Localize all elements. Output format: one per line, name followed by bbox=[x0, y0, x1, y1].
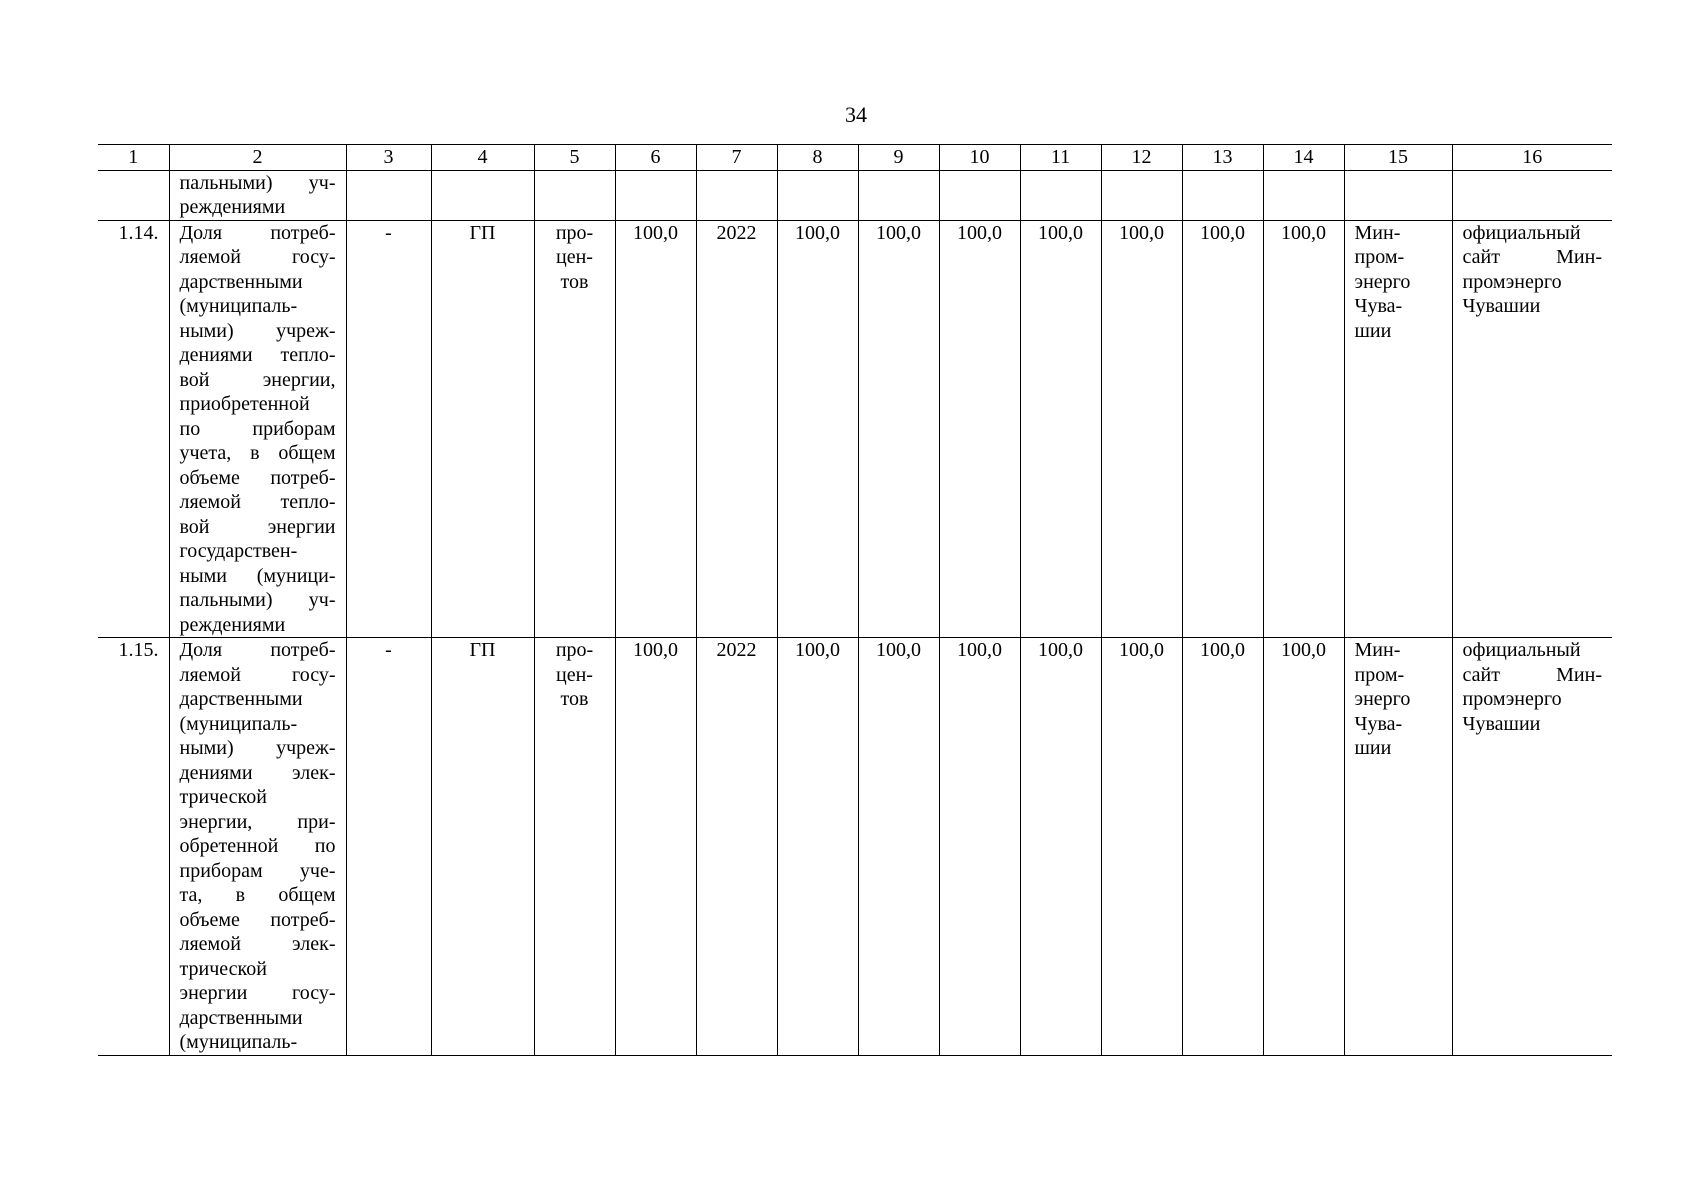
indicator-name-line: Доля потреб- bbox=[179, 221, 336, 244]
col6-value: 100,0 bbox=[615, 638, 696, 1056]
indicator-name-line: ляемой госу- bbox=[179, 246, 336, 268]
header-cell-1: 1 bbox=[98, 145, 169, 171]
indicator-name-line: ляемой тепло- bbox=[179, 491, 336, 513]
col12-value: 100,0 bbox=[1101, 220, 1182, 638]
header-cell-3: 3 bbox=[346, 145, 431, 171]
col14-value: 100,0 bbox=[1263, 638, 1344, 1056]
indicator-name bbox=[169, 638, 346, 1056]
responsible-line: шии bbox=[1354, 319, 1392, 342]
cont-cell bbox=[431, 170, 534, 220]
col8-value: 100,0 bbox=[777, 638, 858, 1056]
col7-value: 2022 bbox=[696, 638, 777, 1056]
cont-cell bbox=[346, 170, 431, 220]
indicator-name-line: ляемой элек- bbox=[179, 933, 336, 955]
cont-cell bbox=[1020, 170, 1101, 220]
column-number-header-row bbox=[98, 145, 1612, 171]
indicators-table bbox=[98, 144, 1612, 1056]
indicator-name-line: (муниципаль- bbox=[179, 295, 298, 317]
responsible-line: пром- bbox=[1354, 246, 1405, 268]
col10-value: 100,0 bbox=[939, 638, 1020, 1056]
responsible-line: шии bbox=[1354, 737, 1392, 759]
indicator-name-line: ными (муници- bbox=[179, 564, 336, 587]
source-line: промэнерго bbox=[1462, 688, 1562, 710]
responsible-line: Мин- bbox=[1354, 221, 1401, 244]
cont-cell bbox=[615, 170, 696, 220]
col8-value: 100,0 bbox=[777, 220, 858, 638]
source-line: официальный bbox=[1462, 639, 1581, 661]
indicator-name-line: дарственными bbox=[179, 270, 303, 293]
responsible-line: энерго bbox=[1354, 688, 1411, 710]
unit-line: про- bbox=[555, 639, 594, 661]
responsible-line: энерго bbox=[1354, 270, 1411, 293]
col4-value: ГП bbox=[431, 638, 534, 1056]
col7-value: 2022 bbox=[696, 220, 777, 638]
indicator-name-line: Доля потреб- bbox=[179, 639, 336, 661]
header-cell-9: 9 bbox=[858, 145, 939, 171]
indicator-name-line: ляемой госу- bbox=[179, 663, 336, 686]
header-cell-2: 2 bbox=[169, 145, 346, 171]
cont-cell bbox=[1182, 170, 1263, 220]
responsible bbox=[1344, 220, 1452, 638]
header-cell-16: 16 bbox=[1452, 145, 1612, 171]
col14-value: 100,0 bbox=[1263, 220, 1344, 638]
responsible-line: Мин- bbox=[1354, 639, 1401, 661]
unit-line: тов bbox=[560, 688, 589, 710]
unit-line: цен- bbox=[556, 663, 593, 686]
cont-cell bbox=[777, 170, 858, 220]
indicator-name-line: дарственными bbox=[179, 688, 303, 710]
indicator-name-line: дениями тепло- bbox=[179, 344, 336, 366]
table-row-1-14 bbox=[98, 220, 1612, 638]
col6-value: 100,0 bbox=[615, 220, 696, 638]
header-cell-12: 12 bbox=[1101, 145, 1182, 171]
page-number: 34 bbox=[845, 102, 867, 127]
indicator-name-line: приборам уче- bbox=[179, 859, 336, 882]
header-cell-7: 7 bbox=[696, 145, 777, 171]
unit bbox=[534, 638, 615, 1056]
header-cell-4: 4 bbox=[431, 145, 534, 171]
col11-value: 100,0 bbox=[1020, 638, 1101, 1056]
row-number: 1.15. bbox=[98, 638, 169, 1056]
indicator-name-line: трической bbox=[179, 957, 267, 980]
indicator-name-line: объеме потреб- bbox=[179, 466, 336, 489]
responsible-line: Чува- bbox=[1354, 295, 1403, 317]
col3-value: - bbox=[346, 638, 431, 1056]
indicator-name-line: вой энергии bbox=[179, 515, 336, 538]
header-cell-10: 10 bbox=[939, 145, 1020, 171]
header-cell-14: 14 bbox=[1263, 145, 1344, 171]
col3-value: - bbox=[346, 220, 431, 638]
col4-value: ГП bbox=[431, 220, 534, 638]
indicator-name-line: приобретенной bbox=[179, 393, 310, 415]
source bbox=[1452, 638, 1612, 1056]
cont-cell bbox=[858, 170, 939, 220]
indicator-name-line: вой энергии, bbox=[179, 368, 336, 391]
unit-line: тов bbox=[560, 270, 589, 293]
cont-cell bbox=[534, 170, 615, 220]
col9-value: 100,0 bbox=[858, 220, 939, 638]
col13-value: 100,0 bbox=[1182, 220, 1263, 638]
indicator-name-line: трической bbox=[179, 786, 267, 808]
col11-value: 100,0 bbox=[1020, 220, 1101, 638]
indicator-name-line: обретенной по bbox=[179, 835, 336, 857]
indicator-name-line: учета, в общем bbox=[179, 442, 336, 464]
indicator-name-line: ными) учреж- bbox=[179, 737, 336, 759]
source-line: официальный bbox=[1462, 221, 1581, 244]
cont-cell bbox=[1452, 170, 1612, 220]
cont-cell bbox=[1263, 170, 1344, 220]
source bbox=[1452, 220, 1612, 638]
cont-cell-name bbox=[169, 170, 346, 220]
unit-line: цен- bbox=[556, 246, 593, 268]
cont-cell bbox=[939, 170, 1020, 220]
indicator-name-line: пальными) уч- bbox=[179, 589, 336, 611]
col12-value: 100,0 bbox=[1101, 638, 1182, 1056]
indicator-name-line: объеме потреб- bbox=[179, 908, 336, 931]
source-line: сайт Мин- bbox=[1462, 246, 1602, 268]
source-line: сайт Мин- bbox=[1462, 663, 1602, 686]
header-cell-8: 8 bbox=[777, 145, 858, 171]
indicator-name-line: энергии госу- bbox=[179, 982, 336, 1004]
unit-line: про- bbox=[555, 221, 594, 244]
indicator-name-line: дарственными bbox=[179, 1006, 303, 1029]
header-cell-13: 13 bbox=[1182, 145, 1263, 171]
unit bbox=[534, 220, 615, 638]
indicator-name-line: (муниципаль- bbox=[179, 712, 298, 735]
cont-cell-num bbox=[98, 170, 169, 220]
indicator-name-line: та, в общем bbox=[179, 884, 336, 906]
responsible bbox=[1344, 638, 1452, 1056]
header-cell-15: 15 bbox=[1344, 145, 1452, 171]
col9-value: 100,0 bbox=[858, 638, 939, 1056]
cont-cell bbox=[1101, 170, 1182, 220]
header-cell-11: 11 bbox=[1020, 145, 1101, 171]
cont-name-line: пальными) уч- bbox=[179, 171, 336, 194]
source-line: Чувашии bbox=[1462, 712, 1541, 735]
indicator-name-line: энергии, при- bbox=[179, 810, 336, 833]
source-line: промэнерго bbox=[1462, 270, 1562, 293]
col13-value: 100,0 bbox=[1182, 638, 1263, 1056]
continuation-row bbox=[98, 170, 1612, 220]
source-line: Чувашии bbox=[1462, 295, 1541, 317]
cont-name-line: реждениями bbox=[179, 196, 286, 218]
indicator-name-line: реждениями bbox=[179, 613, 286, 636]
indicator-name-line: ными) учреж- bbox=[179, 319, 336, 342]
table-row-1-15 bbox=[98, 638, 1612, 1056]
row-number: 1.14. bbox=[98, 220, 169, 638]
responsible-line: пром- bbox=[1354, 663, 1405, 686]
indicator-name bbox=[169, 220, 346, 638]
indicator-name-line: (муниципаль- bbox=[179, 1031, 298, 1053]
responsible-line: Чува- bbox=[1354, 712, 1403, 735]
indicator-name-line: по приборам bbox=[179, 417, 336, 440]
header-cell-6: 6 bbox=[615, 145, 696, 171]
indicator-name-line: государствен- bbox=[179, 540, 298, 562]
col10-value: 100,0 bbox=[939, 220, 1020, 638]
indicator-name-line: дениями элек- bbox=[179, 761, 336, 784]
header-cell-5: 5 bbox=[534, 145, 615, 171]
cont-cell bbox=[1344, 170, 1452, 220]
cont-cell bbox=[696, 170, 777, 220]
